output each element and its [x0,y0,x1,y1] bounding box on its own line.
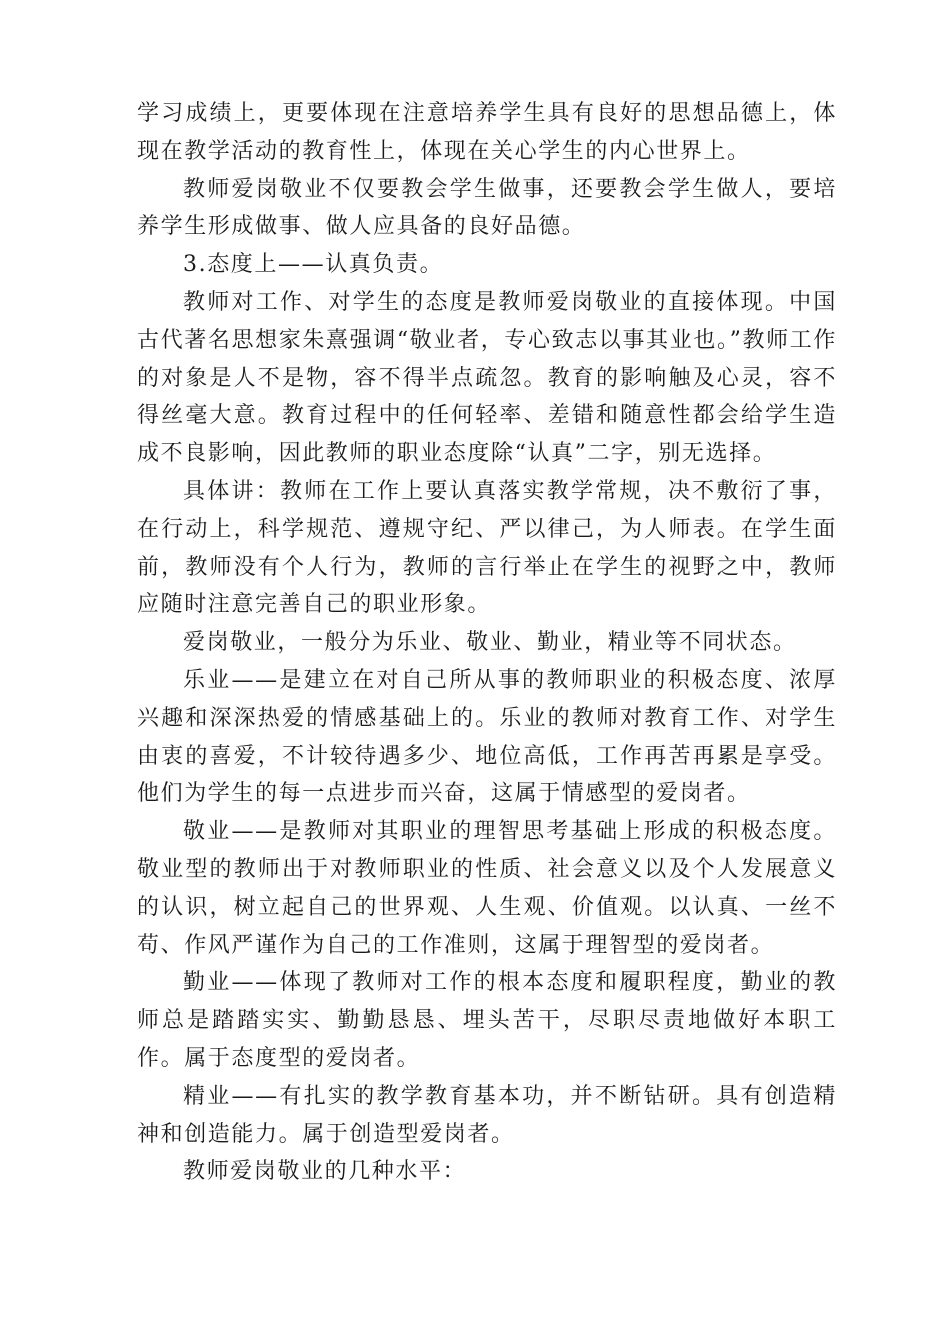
paragraph-continuation: 学习成绩上，更要体现在注意培养学生具有良好的思想品德上，体现在教学活动的教育性上，体现在关心学生的内心世界上。 [137,101,837,164]
paragraph-qinye: 勤业——体现了教师对工作的根本态度和履职程度，勤业的教师总是踏踏实实、勤勤恳恳、埋头苦干，尽职尽责地做好本职工作。属于态度型的爱岗者。 [137,970,837,1071]
paragraph-states: 爱岗敬业，一般分为乐业、敬业、勤业，精业等不同状态。 [183,630,797,656]
paragraph-attitude: 教师对工作、对学生的态度是教师爱岗敬业的直接体现。中国古代著名思想家朱熹强调“敬业者，专心致志以事其业也。”教师工作的对象是人不是物，容不得半点疏忽。教育的影响触及心灵，容不得丝毫大意。教育过程中的任何轻率、差错和随意性都会给学生造成不良影响，因此教师的职业态度除“认真”二字，别无选择。 [137,289,837,467]
paragraph-teach-conduct: 教师爱岗敬业不仅要教会学生做事，还要教会学生做人，要培养学生形成做事、做人应具备的良好品德。 [137,176,837,240]
section-heading-attitude: 3.态度上——认真负责。 [183,252,444,278]
document-page [137,95,837,1191]
paragraph-specifics: 具体讲：教师在工作上要认真落实教学常规，决不敷衍了事，在行动上，科学规范、遵规守纪、严以律己，为人师表。在学生面前，教师没有个人行为，教师的言行举止在学生的视野之中，教师应随时注意完善自己的职业形象。 [137,478,837,618]
paragraph-jingye: 敬业——是教师对其职业的理智思考基础上形成的积极态度。敬业型的教师出于对教师职业的性质、社会意义以及个人发展意义的认识，树立起自己的世界观、人生观、价值观。以认真、一丝不苟、作风严谨作为自己的工作准则，这属于理智型的爱岗者。 [137,819,837,958]
paragraph-leye: 乐业——是建立在对自己所从事的教师职业的积极态度、浓厚兴趣和深深热爱的情感基础上的。乐业的教师对教育工作、对学生由衷的喜爱，不计较待遇多少、地位高低，工作再苦再累是享受。他们为学生的每一点进步而兴奋，这属于情感型的爱岗者。 [137,667,837,807]
paragraph-levels-lead: 教师爱岗敬业的几种水平： [183,1159,467,1185]
paragraph-jingye-skill: 精业——有扎实的教学教育基本功，并不断钻研。具有创造精神和创造能力。属于创造型爱岗者。 [137,1083,837,1147]
